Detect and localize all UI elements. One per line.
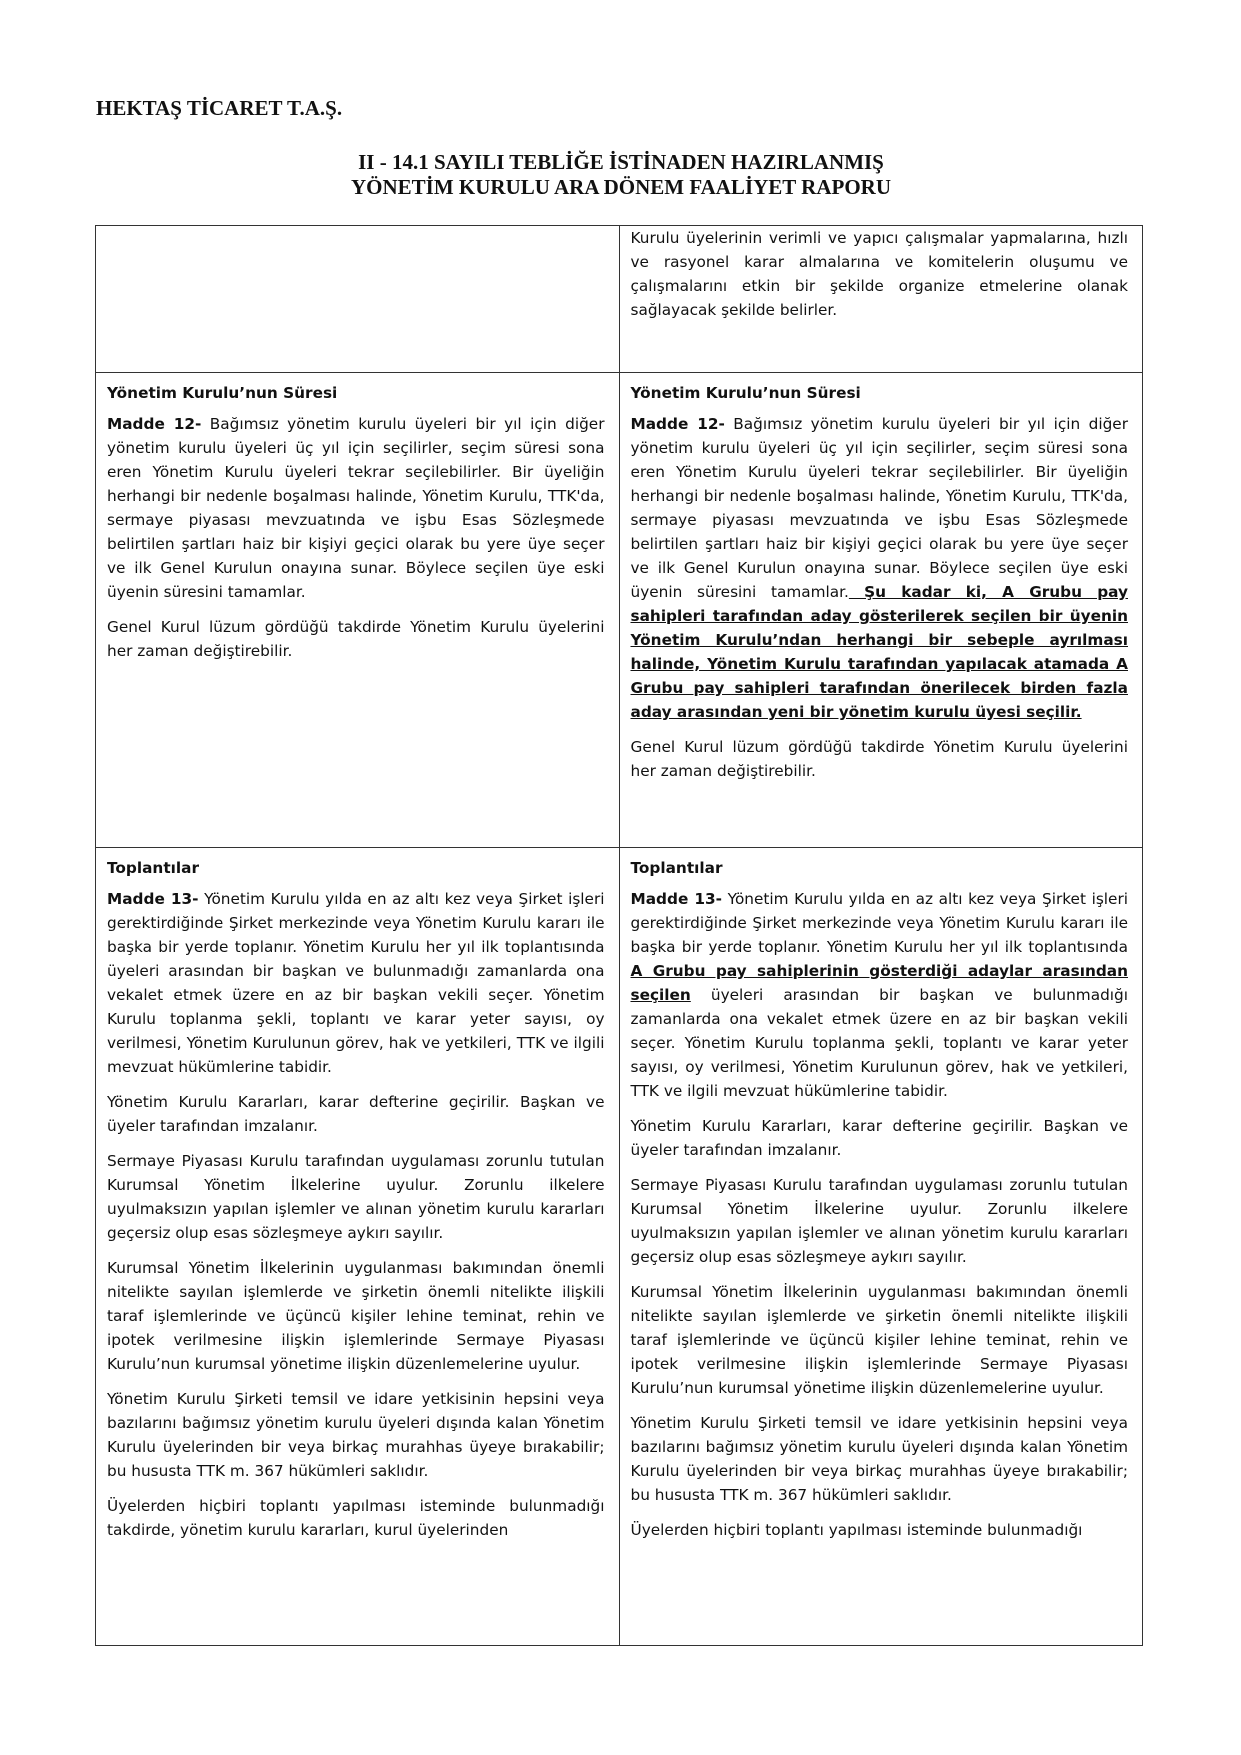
report-title-line-1: II - 14.1 SAYILI TEBLİĞE İSTİNADEN HAZIRLANMIŞ: [358, 150, 884, 174]
article-text: Bağımsız yönetim kurulu üyeleri bir yıl için diğer yönetim kurulu üyeleri üç yıl için seçilirler, seçim süresi sona eren Yönetim Kurulu üyeleri tekrar seçilebilirler. Bir üyeliğin herhangi bir nedenle boşalması halinde, Yönetim Kurulu, TTK'da, sermaye piyasası mevzuatında ve işbu Esas Sözleşmede belirtilen şartları haiz bir kişiyi geçici olarak bu yere üye seçer ve ilk Genel Kurulun onayına sunar. Böylece seçilen üye eski üyenin süresini tamamlar.: [107, 415, 605, 601]
section-heading: Yönetim Kurulu’nun Süresi: [630, 384, 861, 402]
paragraph: Genel Kurul lüzum gördüğü takdirde Yönetim Kurulu üyelerini her zaman değiştirebilir.: [107, 618, 605, 660]
paragraph: Kurulu üyelerinin verimli ve yapıcı çalışmalar yapmalarına, hızlı ve rasyonel karar almalarına ve komitelerin oluşumu ve çalışmalarını etkin bir şekilde organize etmelerine olanak sağlayacak şekilde belirler.: [630, 229, 1128, 319]
paragraph: Genel Kurul lüzum gördüğü takdirde Yönetim Kurulu üyelerini her zaman değiştirebilir.: [630, 738, 1128, 780]
section-heading: Toplantılar: [107, 859, 199, 877]
paragraph: [107, 412, 605, 604]
article-number: Madde 13-: [107, 890, 199, 908]
paragraph: Üyelerden hiçbiri toplantı yapılması isteminde bulunmadığı: [630, 1521, 1083, 1539]
paragraph: Kurumsal Yönetim İlkelerinin uygulanması bakımından önemli nitelikte sayılan işlemlerde ve şirketin önemli nitelikte ilişkili taraf işlemlerinde ve üçüncü kişiler lehine teminat, rehin ve ipotek verilmesine ilişkin işlemlerinde Sermaye Piyasası Kurulu’nun kurumsal yönetime ilişkin düzenlemelerine uyulur.: [107, 1259, 605, 1373]
new-text-cell: [619, 848, 1143, 1646]
table-row: [96, 226, 1143, 373]
new-text-cell: [619, 373, 1143, 848]
paragraph: Yönetim Kurulu Şirketi temsil ve idare yetkisinin hepsini veya bazılarını bağımsız yönetim kurulu üyeleri dışında kalan Yönetim Kurulu üyelerinden bir veya birkaç murahhas üyeye bırakabilir; bu hususta TTK m. 367 hükümleri saklıdır.: [107, 1390, 605, 1480]
amendment-text: Şu kadar ki, A Grubu pay sahipleri tarafından aday gösterilerek seçilen bir üyenin Yönetim Kurulu’ndan herhangi bir sebeple ayrılması halinde, Yönetim Kurulu tarafından yapılacak atamada A Grubu pay sahipleri tarafından önerilecek birden fazla aday arasından yeni bir yönetim kurulu üyesi seçilir.: [630, 583, 1128, 721]
paragraph: [631, 887, 1129, 1103]
article-number: Madde 12-: [107, 415, 202, 433]
paragraph: [631, 412, 1129, 724]
company-name: HEKTAŞ TİCARET T.A.Ş.: [96, 96, 343, 120]
paragraph: Yönetim Kurulu Kararları, karar defterine geçirilir. Başkan ve üyeler tarafından imzalanır.: [630, 1117, 1128, 1159]
section-heading: Toplantılar: [630, 859, 723, 877]
new-text-cell: [619, 226, 1143, 373]
comparison-table: [95, 225, 1143, 1646]
article-text: Yönetim Kurulu yılda en az altı kez veya Şirket işleri gerektirdiğinde Şirket merkezinde veya Yönetim Kurulu kararı ile başka bir yerde toplanır. Yönetim Kurulu her yıl ilk toplantısında üyeleri arasından bir başkan ve bulunmadığı zamanlarda ona vekalet etmek üzere en az bir başkan vekili seçer. Yönetim Kurulu toplanma şekli, toplantı ve karar yeter sayısı, oy verilmesi, Yönetim Kurulunun görev, hak ve yetkileri, TTK ve ilgili mevzuat hükümlerine tabidir.: [107, 890, 605, 1076]
paragraph: Sermaye Piyasası Kurulu tarafından uygulaması zorunlu tutulan Kurumsal Yönetim İlkelerine uyulur. Zorunlu ilkelere uyulmaksızın yapılan işlemler ve alınan yönetim kurulu kararları geçersiz olup esas sözleşmeye aykırı sayılır.: [107, 1152, 605, 1242]
table-row: [96, 848, 1143, 1646]
article-text: Bağımsız yönetim kurulu üyeleri bir yıl için diğer yönetim kurulu üyeleri üç yıl için seçilirler, seçim süresi sona eren Yönetim Kurulu üyeleri tekrar seçilebilirler. Bir üyeliğin herhangi bir nedenle boşalması halinde, Yönetim Kurulu, TTK'da, sermaye piyasası mevzuatında ve işbu Esas Sözleşmede belirtilen şartları haiz bir kişiyi geçici olarak bu yere üye seçer ve ilk Genel Kurulun onayına sunar. Böylece seçilen üye eski üyenin süresini tamamlar.: [630, 415, 1128, 601]
paragraph: Üyelerden hiçbiri toplantı yapılması isteminde bulunmadığı takdirde, yönetim kurulu kararları, kurul üyelerinden: [107, 1497, 605, 1539]
old-text-cell: [96, 848, 620, 1646]
article-text: Yönetim Kurulu yılda en az altı kez veya Şirket işleri gerektirdiğinde Şirket merkezinde veya Yönetim Kurulu kararı ile başka bir yerde toplanır. Yönetim Kurulu her yıl ilk toplantısında: [630, 890, 1128, 956]
report-title-line-2: YÖNETİM KURULU ARA DÖNEM FAALİYET RAPORU: [350, 175, 891, 199]
paragraph: Yönetim Kurulu Şirketi temsil ve idare yetkisinin hepsini veya bazılarını bağımsız yönetim kurulu üyeleri dışında kalan Yönetim Kurulu üyelerinden bir veya birkaç murahhas üyeye bırakabilir; bu hususta TTK m. 367 hükümleri saklıdır.: [630, 1414, 1128, 1504]
paragraph: Kurumsal Yönetim İlkelerinin uygulanması bakımından önemli nitelikte sayılan işlemlerde ve şirketin önemli nitelikte ilişkili taraf işlemlerinde ve üçüncü kişiler lehine teminat, rehin ve ipotek verilmesine ilişkin işlemlerinde Sermaye Piyasası Kurulu’nun kurumsal yönetime ilişkin düzenlemelerine uyulur.: [630, 1283, 1128, 1397]
paragraph: [107, 887, 605, 1079]
amendment-text: A Grubu pay sahiplerinin gösterdiği adaylar arasından seçilen: [630, 962, 1128, 1004]
article-text: üyeleri arasından bir başkan ve bulunmadığı zamanlarda ona vekalet etmek üzere en az bir başkan vekili seçer. Yönetim Kurulu toplanma şekli, toplantı ve karar yeter sayısı, oy verilmesi, Yönetim Kurulunun görev, hak ve yetkileri, TTK ve ilgili mevzuat hükümlerine tabidir.: [630, 986, 1128, 1100]
article-number: Madde 13-: [630, 890, 723, 908]
article-number: Madde 12-: [630, 415, 725, 433]
paragraph: Sermaye Piyasası Kurulu tarafından uygulaması zorunlu tutulan Kurumsal Yönetim İlkelerine uyulur. Zorunlu ilkelere uyulmaksızın yapılan işlemler ve alınan yönetim kurulu kararları geçersiz olup esas sözleşmeye aykırı sayılır.: [630, 1176, 1128, 1266]
section-heading: Yönetim Kurulu’nun Süresi: [107, 384, 338, 402]
old-text-cell: [96, 226, 620, 373]
table-row: [96, 373, 1143, 848]
paragraph: Yönetim Kurulu Kararları, karar defterine geçirilir. Başkan ve üyeler tarafından imzalanır.: [107, 1093, 605, 1135]
old-text-cell: [96, 373, 620, 848]
